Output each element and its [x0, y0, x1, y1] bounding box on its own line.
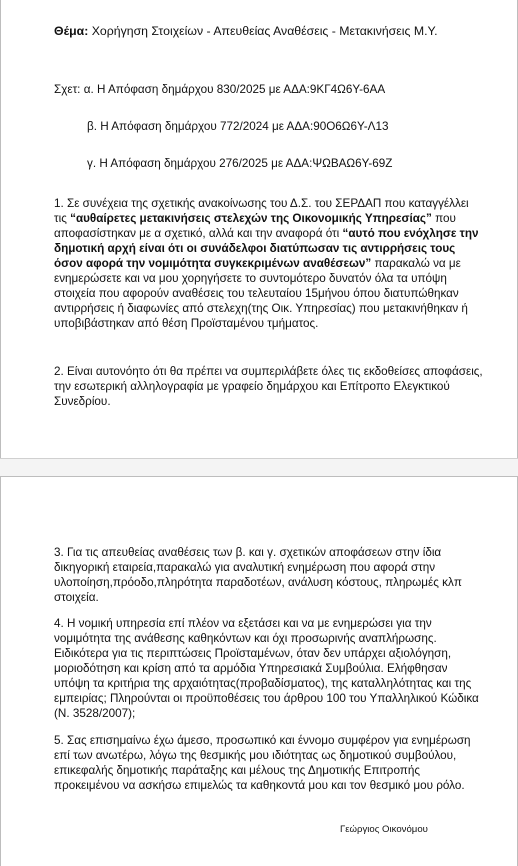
page-separator: [0, 458, 518, 478]
paragraph-1-text-b: που αποφασίστηκαν με α σχετικό, αλλά και την αναφορά ότι: [54, 212, 456, 240]
paragraph-1-text-c: παρακαλώ να με ενημερώσετε και να μου χορηγήσετε το συντομότερο δυνατόν όλα τα υπόψη στοιχεία που αφορούν αναθέσεις του τελευταίου 15μήνου όπου διατυπώθηκαν αντιρρήσεις ή διαφωνίες από στελεχη(της Οικ. Υπηρεσίας) που μετακινήθηκαν ή υποβιβάστηκαν από θέση Προϊσταμένου τμήματος.: [54, 257, 468, 330]
subject-line: [54, 23, 484, 39]
paragraph-1-quote-a: “αυθαίρετες μετακινήσεις στελεχών της Οικονομικής Υπηρεσίας”: [70, 212, 432, 225]
reference-text-a: α. Η Απόφαση δημάρχου 830/2025 με ΑΔΑ:9ΚΓ4Ω6Υ-6ΑΑ: [83, 83, 386, 96]
references-prefix: Σχετ:: [54, 83, 84, 96]
paragraph-3: 3. Για τις απευθείας αναθέσεις των β. και γ. σχετικών αποφάσεων στην ίδια δικηγορική εταιρεία,παρακαλώ για αναλυτική ενημέρωση που αφορά στην υλοποίηση,πρόοδο,πληρότητα παραδοτέων, ανάλυση κόστους, πληρωμές κλπ στοιχεία.: [54, 546, 462, 604]
signature-name: Γεώργιος Οικονόμου: [340, 824, 428, 835]
subject-text: Χορήγηση Στοιχείων - Απευθείας Αναθέσεις - Μετακινήσεις Μ.Υ.: [88, 24, 438, 38]
reference-item-a: [54, 82, 484, 98]
subject-label: Θέμα:: [54, 24, 89, 38]
reference-text-c: γ. Η Απόφαση δημάρχου 276/2025 με ΑΔΑ:ΨΩΒΑΩ6Υ-69Ζ: [87, 157, 393, 170]
paragraph-4: 4. Η νομική υπηρεσία επί πλέον να εξετάσει και να με ενημερώσει για την νομιμότητα της ανάθεσης καθηκόντων και όχι προσωρινής αναπλήρωσης. Ειδικότερα για τις περιπτώσεις Προϊσταμένων, όταν δεν υπάρχει αξιολόγηση, μοριοδότηση και κρίση από τα αρμόδια Υπηρεσιακά Συμβούλια. Ελήφθησαν υπόψη τα κριτήρια της αρχαιότητας(προβαδίσματος), της καταλληλότητας και της εμπειρίας; Πληρούνται οι προϋποθέσεις του άρθρου 100 του Υπαλληλικού Κώδικα (Ν. 3528/2007);: [54, 617, 479, 720]
reference-item-c: [54, 156, 484, 172]
paragraph-1: [54, 196, 484, 331]
paragraph-2: 2. Είναι αυτονόητο ότι θα πρέπει να συμπεριλάβετε όλες τις εκδοθείσες αποφάσεις, την εσωτερική αλληλογραφία με γραφείο δημάρχου και Επίτροπο Ελεγκτικού Συνεδρίου.: [54, 365, 483, 408]
reference-item-b: [54, 119, 484, 135]
reference-text-b: β. Η Απόφαση δημάρχου 772/2024 με ΑΔΑ:90Ο6Ω6Υ-Λ13: [87, 120, 389, 133]
paragraph-5: 5. Σας επισημαίνω έχω άμεσο, προσωπικό και έννομο συμφέρον για ενημέρωση επί των ανωτέρω, λόγω της θεσμικής μου ιδιότητας ως δημοτικού συμβούλου, επικεφαλής δημοτικής παράταξης και μέλους της Δημοτικής Επιτροπής προκειμένου να ασκήσω επιμελώς τα καθηκοντά μου και τον θεσμικό μου ρόλο.: [54, 734, 471, 792]
paragraph-1-text-a: 1. Σε συνέχεια της σχετικής ανακοίνωσης του Δ.Σ. του ΣΕΡΔΑΠ που καταγγέλλει τις: [54, 197, 469, 225]
paragraph-1-quote-b: “αυτό που ενόχλησε την δημοτική αρχή είναι ότι οι συνάδελφοι διατύπωσαν τις αντιρρήσεις τους όσον αφορά την νομιμότητα συγκεκριμένων αναθέσεων”: [54, 227, 479, 270]
references-block: [54, 82, 484, 193]
